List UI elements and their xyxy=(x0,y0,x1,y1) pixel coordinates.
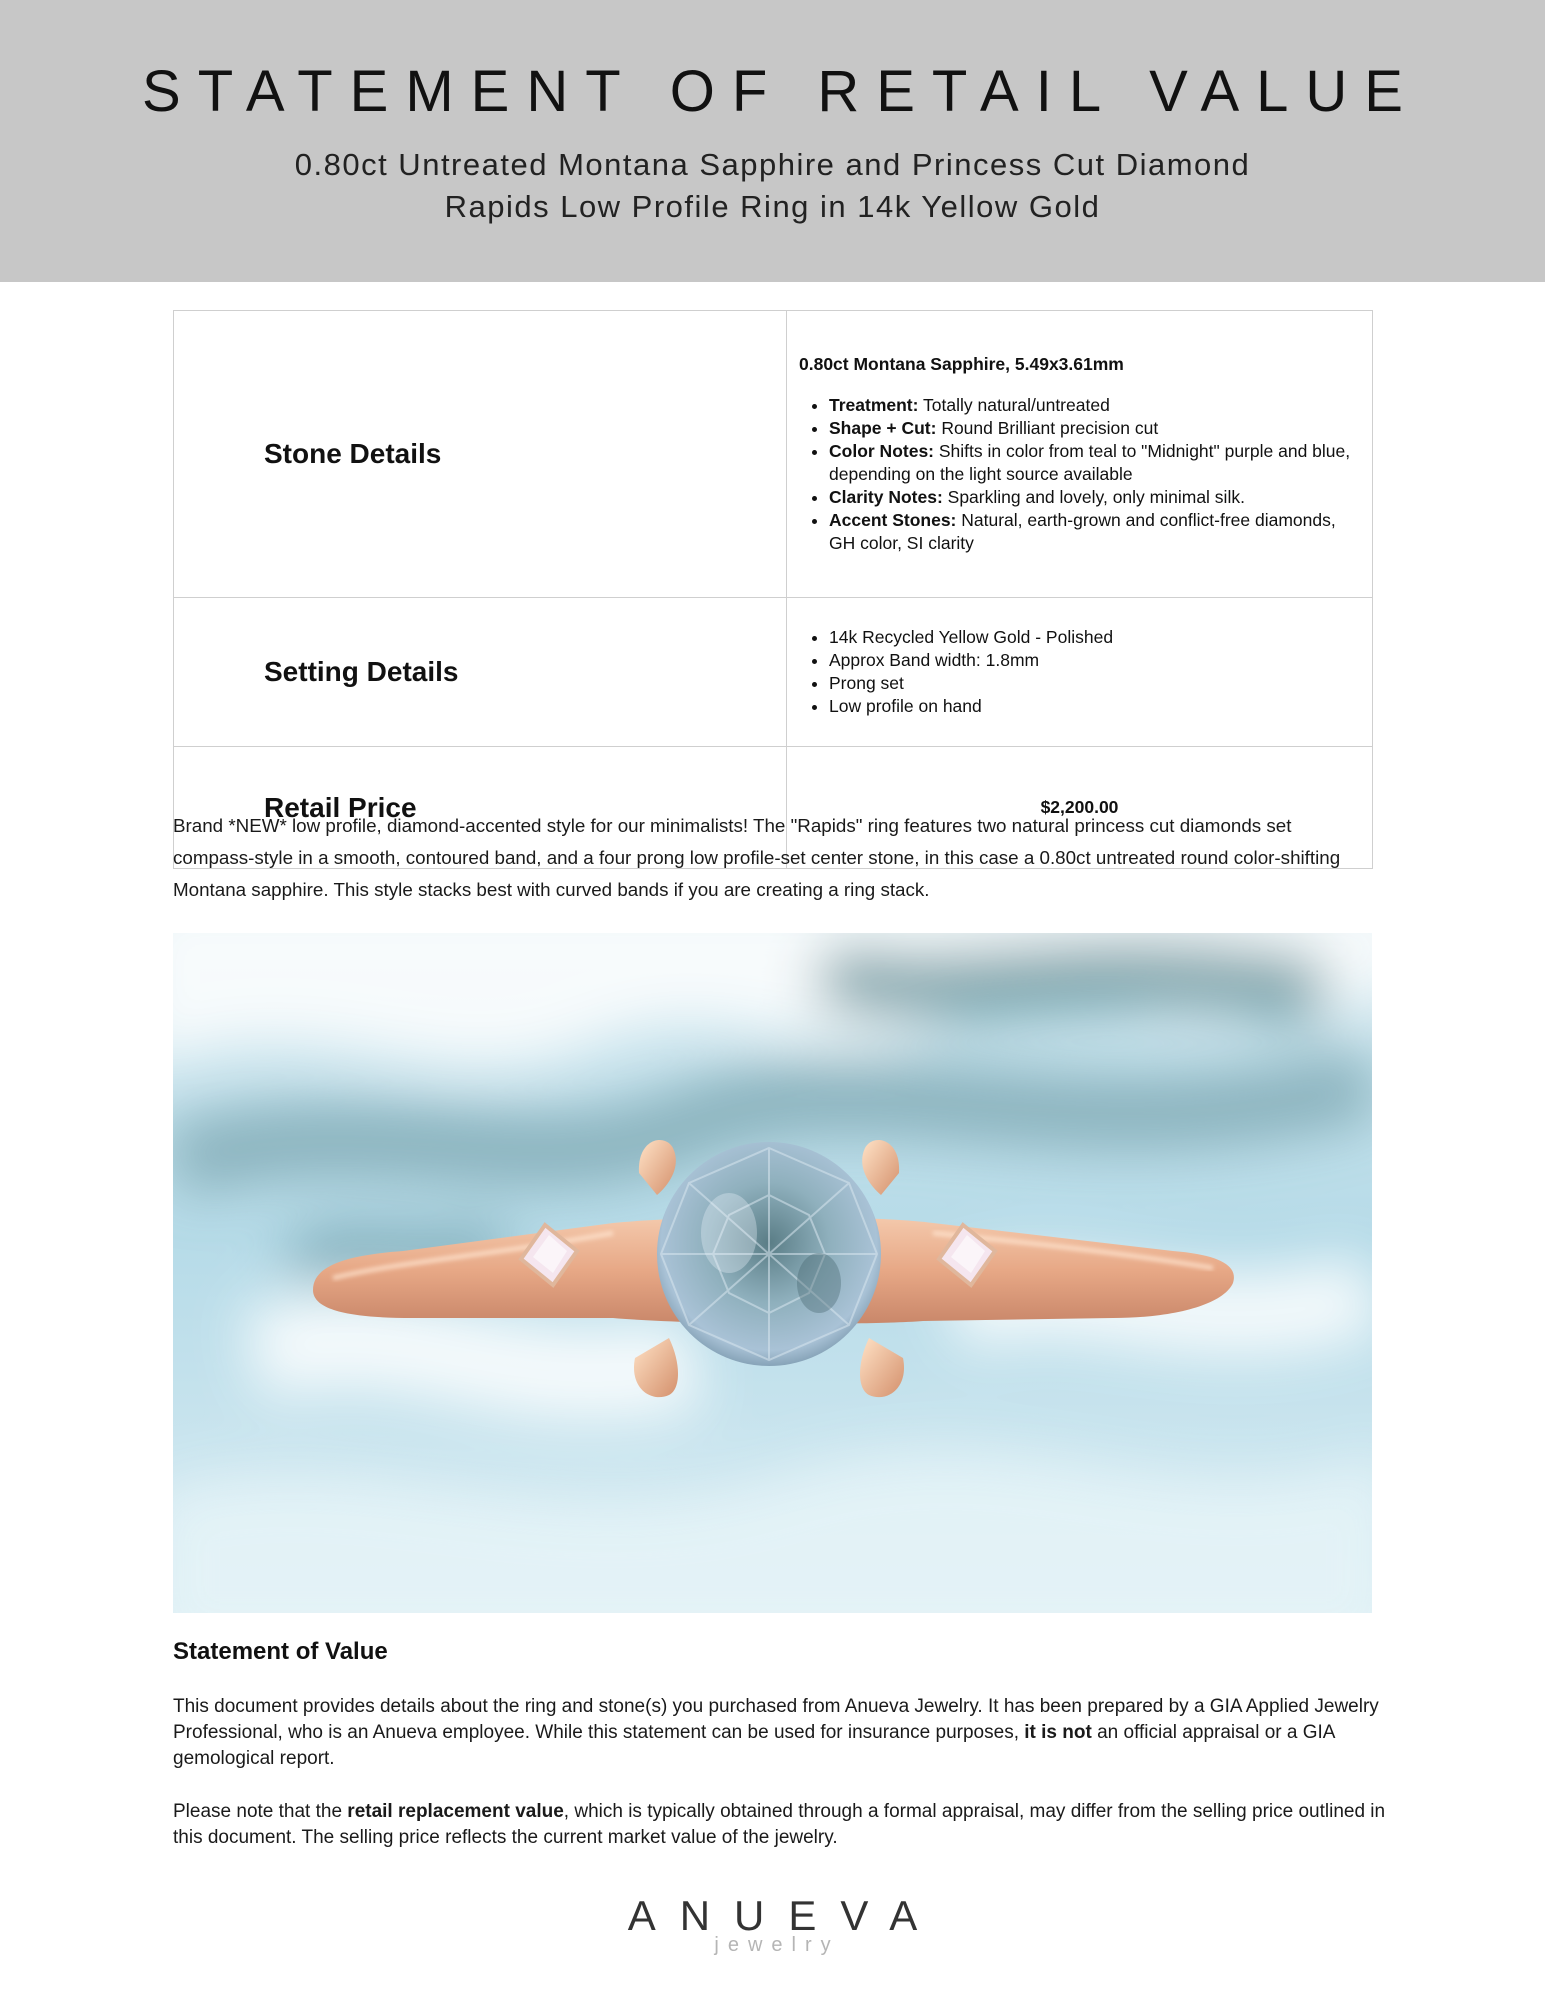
logo-wordmark: ANUEVA xyxy=(627,1892,942,1939)
logo-subtitle: jewelry xyxy=(714,1934,840,1956)
attribute-value: Totally natural/untreated xyxy=(918,395,1110,415)
list-item: • Approx Band width: 1.8mm xyxy=(829,649,1360,672)
page-subtitle xyxy=(0,144,1545,228)
list-item: • Low profile on hand xyxy=(829,695,1360,718)
list-item xyxy=(829,440,1360,486)
attribute-key: Accent Stones: xyxy=(829,510,957,530)
stone-attributes-list xyxy=(799,394,1360,555)
attribute-key: Clarity Notes: xyxy=(829,487,943,507)
statement-emphasis: it is not xyxy=(1024,1722,1092,1743)
list-item xyxy=(829,417,1360,440)
statement-text: an official appraisal or a GIA gemological report. xyxy=(173,1722,1335,1769)
attribute-key: Color Notes: xyxy=(829,441,934,461)
setting-details-row xyxy=(174,598,1373,747)
attribute-key: Treatment: xyxy=(829,395,919,415)
retail-price-value: $2,200.00 xyxy=(787,747,1373,869)
list-item: • 14k Recycled Yellow Gold - Polished xyxy=(829,626,1360,649)
stone-details-content xyxy=(787,311,1373,598)
attribute-key: Shape + Cut: xyxy=(829,418,937,438)
subtitle-line-1: 0.80ct Untreated Montana Sapphire and Princess Cut Diamond xyxy=(294,147,1251,182)
stone-heading: 0.80ct Montana Sapphire, 5.49x3.61mm xyxy=(799,354,1124,374)
list-item xyxy=(829,394,1360,417)
product-description: Brand *NEW* low profile, diamond-accented style for our minimalists! The "Rapids" ring features two natural princess cut diamonds set compass-style in a smooth, contoured band, and a four prong low profile-set center stone, in this case a 0.80ct untreated round color-shifting Montana sapphire. This style stacks best with curved bands if you are creating a ring stack. xyxy=(173,815,1341,900)
attribute-value: Round Brilliant precision cut xyxy=(936,418,1159,438)
statement-paragraph-1 xyxy=(173,1694,1388,1772)
header-banner xyxy=(0,0,1545,282)
anueva-logo xyxy=(0,1892,1545,1957)
attribute-value: Shifts in color from teal to "Midnight" purple and blue, depending on the light source available xyxy=(829,441,1351,484)
setting-attributes-list xyxy=(799,626,1360,718)
statement-paragraph-2 xyxy=(173,1799,1388,1851)
ring-photo xyxy=(173,933,1372,1613)
ring-image xyxy=(173,933,1372,1613)
attribute-value: Sparkling and lovely, only minimal silk. xyxy=(942,487,1245,507)
list-item: • Prong set xyxy=(829,672,1360,695)
list-item xyxy=(829,486,1360,509)
statement-of-value-title: Statement of Value xyxy=(173,1638,388,1665)
setting-details-content xyxy=(787,598,1373,747)
list-item xyxy=(829,509,1360,555)
setting-details-label: Setting Details xyxy=(174,598,787,747)
subtitle-line-2: Rapids Low Profile Ring in 14k Yellow Gold xyxy=(444,189,1101,224)
page-title: STATEMENT OF RETAIL VALUE xyxy=(142,59,1420,124)
statement-text: Please note that the xyxy=(173,1801,348,1822)
statement-emphasis: retail replacement value xyxy=(347,1801,564,1822)
attribute-value: Natural, earth-grown and conflict-free diamonds, GH color, SI clarity xyxy=(829,510,1336,553)
details-table xyxy=(173,310,1373,869)
retail-price-label: Retail Price xyxy=(174,747,787,869)
statement-text: This document provides details about the ring and stone(s) you purchased from Anueva Jewelry. It has been prepared by a GIA Applied Jewelry Professional, who is an Anueva employee. While this statement can be used for insurance purposes, xyxy=(173,1696,1379,1743)
stone-details-label: Stone Details xyxy=(174,311,787,598)
statement-text: , which is typically obtained through a formal appraisal, may differ from the selling price outlined in this document. The selling price reflects the current market value of the jewelry. xyxy=(173,1801,1386,1848)
stone-details-row xyxy=(174,311,1373,598)
